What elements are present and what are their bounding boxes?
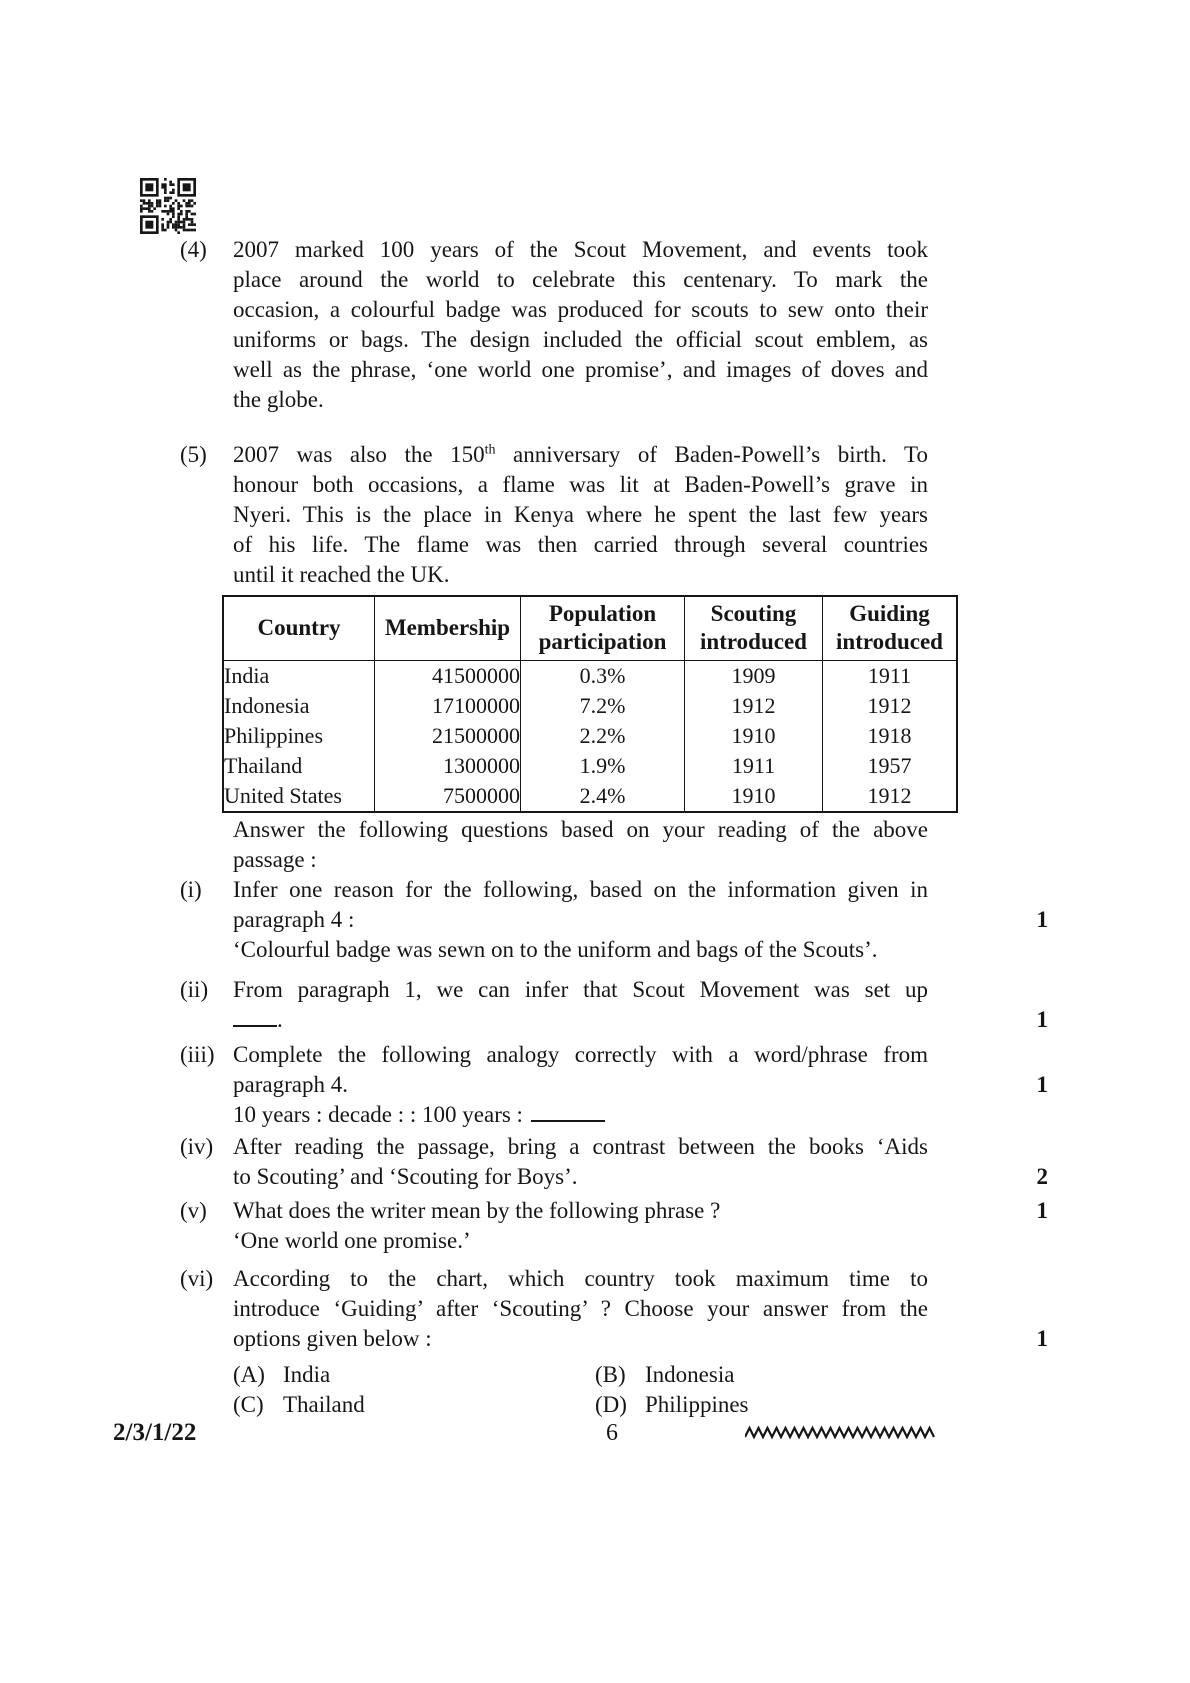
intro-line: passage :: [233, 847, 317, 872]
col-header-country: Country: [223, 596, 375, 660]
question-v: [180, 1196, 1048, 1256]
table-row: [223, 781, 957, 812]
cell-guiding: 1918: [823, 721, 958, 751]
marks-value: 1: [1036, 907, 1048, 932]
question-number: (ii): [180, 977, 209, 1002]
marks-value: 1: [1036, 1007, 1048, 1032]
paragraph-number: (4): [180, 237, 207, 262]
option-b-label: (B): [595, 1362, 626, 1387]
question-line: [233, 1005, 928, 1035]
table-row: [223, 660, 957, 691]
cell-population: 0.3%: [521, 660, 685, 691]
question-line: From paragraph 1, we can infer that Scout Movement was set up: [233, 977, 928, 1002]
cell-membership: 17100000: [375, 691, 521, 721]
paragraph-number: (5): [180, 442, 207, 467]
marks-value: 1: [1036, 1326, 1048, 1351]
answer-blank: [531, 1116, 605, 1122]
question-line-text: .: [277, 1007, 283, 1032]
paragraph-text: [233, 440, 928, 590]
passage-line: uniforms or bags. The design included the official scout emblem, as: [233, 327, 928, 352]
col-header-guiding-introduced: Guiding introduced: [823, 596, 958, 660]
cell-membership: 41500000: [375, 660, 521, 691]
question-number: (iv): [180, 1134, 214, 1159]
questions-intro: [233, 815, 928, 875]
question-line: options given below :: [233, 1326, 432, 1351]
passage-line: place around the world to celebrate this centenary. To mark the: [233, 267, 928, 292]
passage-line-text: anniversary of Baden-Powell’s birth. To: [495, 442, 929, 467]
question-number: (vi): [180, 1266, 214, 1291]
answer-blank: [233, 1021, 277, 1027]
passage-line-text: 2007 was also the 150: [233, 442, 485, 467]
question-number: (v): [180, 1198, 207, 1223]
cell-guiding: 1912: [823, 781, 958, 812]
cell-country: Indonesia: [223, 691, 375, 721]
footer-set-code: 2/3/1/22: [113, 1419, 197, 1446]
passage-paragraph-4: [180, 235, 928, 415]
cell-guiding: 1912: [823, 691, 958, 721]
option-a-text: India: [283, 1362, 331, 1387]
cell-scouting: 1912: [685, 691, 823, 721]
table-row: [223, 691, 957, 721]
passage-line: until it reached the UK.: [233, 562, 450, 587]
col-header-membership: Membership: [375, 596, 521, 660]
question-line-text: 10 years : decade : : 100 years :: [233, 1102, 523, 1127]
cell-population: 7.2%: [521, 691, 685, 721]
cell-country: United States: [223, 781, 375, 812]
cell-country: Thailand: [223, 751, 375, 781]
question-line: paragraph 4.: [233, 1072, 348, 1097]
question-vi: [180, 1264, 1048, 1420]
mcq-option-row: [233, 1360, 928, 1390]
question-line: According to the chart, which country took maximum time to: [233, 1266, 928, 1291]
passage-line: Nyeri. This is the place in Kenya where he spent the last few years: [233, 502, 928, 527]
cell-population: 1.9%: [521, 751, 685, 781]
cell-scouting: 1909: [685, 660, 823, 691]
table-row: [223, 751, 957, 781]
table-row: [223, 721, 957, 751]
cell-scouting: 1911: [685, 751, 823, 781]
col-header-population-participation: Population participation: [521, 596, 685, 660]
cell-scouting: 1910: [685, 781, 823, 812]
question-number: (iii): [180, 1042, 215, 1067]
question-line: [233, 1100, 928, 1130]
question-text: [233, 975, 928, 1035]
cell-population: 2.2%: [521, 721, 685, 751]
cell-membership: 7500000: [375, 781, 521, 812]
question-text: [233, 1040, 928, 1130]
question-line: introduce ‘Guiding’ after ‘Scouting’ ? Choose your answer from the: [233, 1296, 928, 1321]
cell-membership: 21500000: [375, 721, 521, 751]
question-line: ‘Colourful badge was sewn on to the uniform and bags of the Scouts’.: [233, 937, 878, 962]
cell-country: India: [223, 660, 375, 691]
marks-value: 1: [1036, 1198, 1048, 1223]
mcq-options: [233, 1360, 928, 1420]
question-text: [233, 1132, 928, 1192]
scouting-data-table: [222, 595, 958, 813]
mcq-option-row: [233, 1390, 928, 1420]
question-iii: [180, 1040, 1048, 1130]
cell-membership: 1300000: [375, 751, 521, 781]
passage-line: well as the phrase, ‘one world one promise’, and images of doves and: [233, 357, 928, 382]
question-iv: [180, 1132, 1048, 1192]
cell-scouting: 1910: [685, 721, 823, 751]
cell-population: 2.4%: [521, 781, 685, 812]
question-line: What does the writer mean by the following phrase ?: [233, 1198, 721, 1223]
question-text: [233, 875, 928, 965]
cell-guiding: 1911: [823, 660, 958, 691]
question-text: [233, 1264, 928, 1420]
intro-line: Answer the following questions based on your reading of the above: [233, 817, 928, 842]
passage-line: [233, 440, 928, 470]
passage-paragraph-5: [180, 440, 928, 590]
option-d-text: Philippines: [645, 1392, 749, 1417]
marks-value: 2: [1036, 1164, 1048, 1189]
passage-line: occasion, a colourful badge was produced for scouts to sew onto their: [233, 297, 928, 322]
cell-country: Philippines: [223, 721, 375, 751]
question-line: ‘One world one promise.’: [233, 1228, 471, 1253]
question-number: (i): [180, 877, 202, 902]
passage-line: honour both occasions, a flame was lit at Baden-Powell’s grave in: [233, 472, 928, 497]
table-header-row: [223, 596, 957, 660]
passage-line: the globe.: [233, 387, 324, 412]
option-c-text: Thailand: [283, 1392, 365, 1417]
passage-line: of his life. The flame was then carried through several countries: [233, 532, 928, 557]
col-header-scouting-introduced: Scouting introduced: [685, 596, 823, 660]
cell-guiding: 1957: [823, 751, 958, 781]
question-ii: [180, 975, 1048, 1035]
option-c-label: (C): [233, 1392, 264, 1417]
option-a-label: (A): [233, 1362, 265, 1387]
qr-code: [140, 178, 196, 234]
question-line: paragraph 4 :: [233, 907, 355, 932]
passage-line: 2007 marked 100 years of the Scout Movement, and events took: [233, 237, 928, 262]
question-line: After reading the passage, bring a contrast between the books ‘Aids: [233, 1134, 928, 1159]
question-line: Complete the following analogy correctly with a word/phrase from: [233, 1042, 928, 1067]
question-line: Infer one reason for the following, based on the information given in: [233, 877, 928, 902]
question-i: [180, 875, 1048, 965]
ordinal-suffix: th: [484, 442, 496, 458]
option-b-text: Indonesia: [645, 1362, 735, 1387]
footer-page-number: 6: [606, 1420, 618, 1446]
question-text: [233, 1196, 928, 1256]
zigzag-squiggle: [745, 1425, 936, 1441]
marks-value: 1: [1036, 1072, 1048, 1097]
option-d-label: (D): [595, 1392, 627, 1417]
paragraph-text: [233, 235, 928, 415]
question-line: to Scouting’ and ‘Scouting for Boys’.: [233, 1164, 578, 1189]
